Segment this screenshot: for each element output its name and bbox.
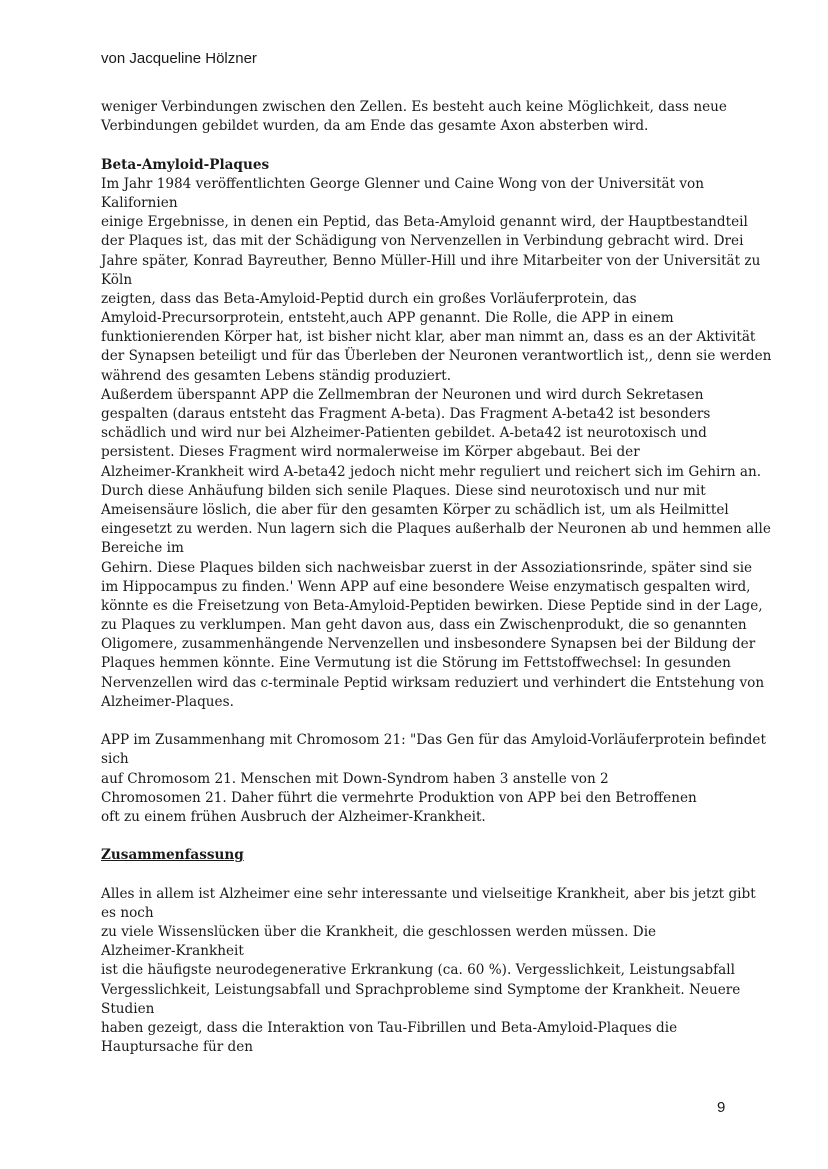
text-line: Oligomere, zusammenhängende Nervenzellen und insbesondere Synapsen bei der Bildung der <box>101 636 756 653</box>
text-line: Außerdem überspannt APP die Zellmembran der Neuronen und wird durch Sekretasen <box>101 386 704 403</box>
text-line: könnte es die Freisetzung von Beta-Amyloid-Peptiden bewirken. Diese Peptide sind in der Lage, <box>101 597 763 614</box>
text-line: Studien <box>101 1000 155 1017</box>
text-line: Bereiche im <box>101 540 184 557</box>
text-line: Jahre später, Konrad Bayreuther, Benno Müller-Hill und ihre Mitarbeiter von der Universität zu <box>101 252 761 269</box>
page-number: 9 <box>717 1099 726 1116</box>
text-line: Hauptursache für den <box>101 1039 254 1056</box>
section-heading: Zusammenfassung <box>101 847 244 864</box>
text-line: Amyloid-Precursorprotein, entsteht,auch APP genannt. Die Rolle, die APP in einem <box>101 310 674 327</box>
section-summary <box>101 846 756 1057</box>
text-line: zu Plaques zu verklumpen. Man geht davon aus, dass ein Zwischenprodukt, die so genannten <box>101 617 747 634</box>
text-line: Köln <box>101 271 133 288</box>
text-line: auf Chromosom 21. Menschen mit Down-Syndrom haben 3 anstelle von 2 <box>101 770 609 787</box>
text-line: haben gezeigt, dass die Interaktion von Tau-Fibrillen und Beta-Amyloid-Plaques die <box>101 1020 678 1036</box>
text-line: Im Jahr 1984 veröffentlichten George Glenner und Caine Wong von der Universität von <box>101 175 704 192</box>
text-line: der Plaques ist, das mit der Schädigung von Nervenzellen in Verbindung gebracht wird. Drei <box>101 233 744 250</box>
text-line: Vergesslichkeit, Leistungsabfall und Sprachprobleme sind Symptome der Krankheit. Neuere <box>101 981 741 998</box>
text-line: Chromosomen 21. Daher führt die vermehrte Produktion von APP bei den Betroffenen <box>101 789 697 806</box>
text-line: schädlich und wird nur bei Alzheimer-Patienten gebildet. A-beta42 ist neurotoxisch und <box>101 425 707 442</box>
document-body <box>101 98 772 1057</box>
text-line: eingesetzt zu werden. Nun lagern sich die Plaques außerhalb der Neuronen ab und hemmen alle <box>101 521 771 538</box>
text-line: ist die häufigste neurodegenerative Erkrankung (ca. 60 %). Vergesslichkeit, Leistungsabfall <box>101 962 735 979</box>
text-line: Ameisensäure löslich, die aber für den gesamten Körper zu schädlich ist, um als Heilmittel <box>101 501 729 518</box>
section-beta-amyloid <box>101 156 772 712</box>
text-line: funktionierenden Körper hat, ist bisher nicht klar, aber man nimmt an, dass es an der Aktivität <box>101 329 756 346</box>
text-line: persistent. Dieses Fragment wird normalerweise im Körper abgebaut. Bei der <box>101 444 640 461</box>
text-line: gespalten (daraus entsteht das Fragment A-beta). Das Fragment A-beta42 ist besonders <box>101 406 711 422</box>
intro-paragraph <box>101 98 729 136</box>
text-line: Alzheimer-Plaques. <box>101 693 234 710</box>
text-line: im Hippocampus zu finden.' Wenn APP auf eine besondere Weise enzymatisch gespalten wird, <box>101 578 751 595</box>
page-header-author: von Jacqueline Hölzner <box>101 50 257 67</box>
text-line: Alzheimer-Krankheit wird A-beta42 jedoch nicht mehr reguliert und reichert sich im Gehirn an. <box>101 463 762 480</box>
text-line: Plaques hemmen könnte. Eine Vermutung ist die Störung im Fettstoffwechsel: In gesunden <box>101 655 731 672</box>
text-line: es noch <box>101 904 154 921</box>
text-line: Nervenzellen wird das c-terminale Peptid wirksam reduziert und verhindert die Entstehung von <box>101 674 765 691</box>
text-line: zu viele Wissenslücken über die Krankheit, die geschlossen werden müssen. Die <box>101 924 657 941</box>
text-line: Kalifornien <box>101 194 178 211</box>
text-line: weniger Verbindungen zwischen den Zellen. Es besteht auch keine Möglichkeit, dass neue <box>101 99 727 115</box>
text-line: Alles in allem ist Alzheimer eine sehr interessante und vielseitige Krankheit, aber bis jetzt gibt <box>101 885 756 902</box>
text-line: zeigten, dass das Beta-Amyloid-Peptid durch ein großes Vorläuferprotein, das <box>101 290 637 307</box>
text-line: einige Ergebnisse, in denen ein Peptid, das Beta-Amyloid genannt wird, der Hauptbestandteil <box>101 214 748 231</box>
text-line: Alzheimer-Krankheit <box>101 943 244 960</box>
section-heading: Beta-Amyloid-Plaques <box>101 156 270 173</box>
text-line: APP im Zusammenhang mit Chromosom 21: "Das Gen für das Amyloid-Vorläuferprotein befindet <box>101 732 766 749</box>
text-line: der Synapsen beteiligt und für das Überleben der Neuronen verantwortlich ist,, denn sie werden <box>101 348 772 365</box>
text-line: Gehirn. Diese Plaques bilden sich nachweisbar zuerst in der Assoziationsrinde, später sind sie <box>101 559 753 576</box>
text-line: sich <box>101 751 129 768</box>
text-line: während des gesamten Lebens ständig produziert. <box>101 367 452 384</box>
text-line: oft zu einem frühen Ausbruch der Alzheimer-Krankheit. <box>101 808 486 825</box>
text-line: Verbindungen gebildet wurden, da am Ende das gesamte Axon absterben wird. <box>101 118 649 135</box>
text-line: Durch diese Anhäufung bilden sich senile Plaques. Diese sind neurotoxisch und nur mit <box>101 482 706 499</box>
section-app-chromosome-21 <box>101 731 766 827</box>
